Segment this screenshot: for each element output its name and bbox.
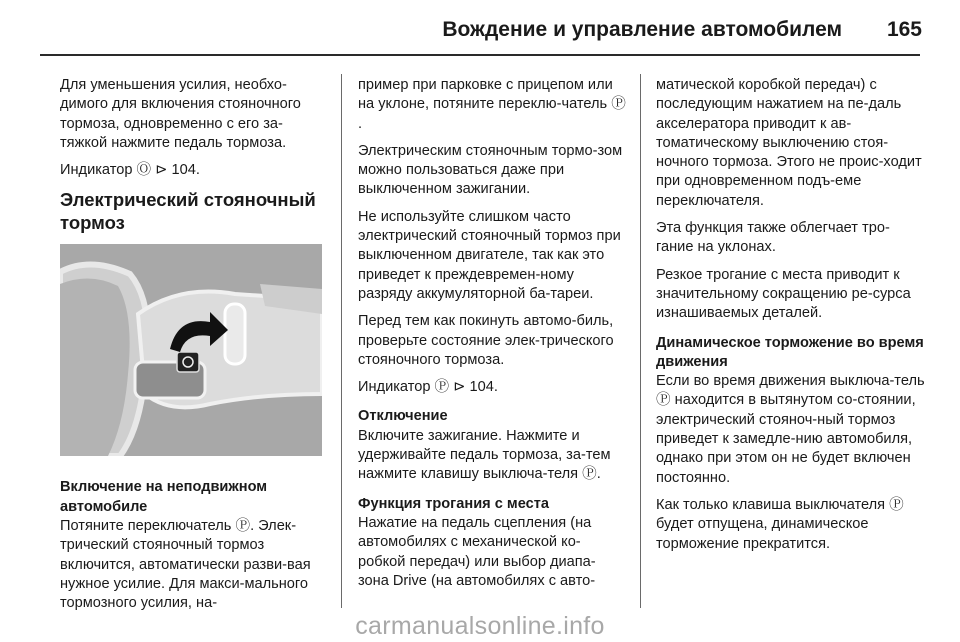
paragraph: Не используйте слишком часто электрический стояночный тормоз при выключенном двигателе, так как это приведет к преждевремен-ному разряду аккумуляторной ба-тареи.	[358, 208, 621, 302]
paragraph: Резкое трогание с места приводит к значительному сокращению ре-сурса изнашиваемых деталей.	[656, 266, 911, 322]
paragraph: Для уменьшения усилия, необхо-димого для включения стояночного тормоза, одновременно с его за-тяжкой нажмите педаль тормоза.	[60, 77, 301, 151]
parking-brake-switch-icon: Ⓟ	[656, 392, 671, 409]
parking-brake-switch-image	[60, 244, 322, 456]
chapter-title: Вождение и управление автомобилем	[442, 18, 842, 41]
paragraph: Индикатор Ⓞ ⊳ 104.	[60, 161, 325, 180]
paragraph: Перед тем как покинуть автомо-биль, проверьте состояние элек-трического стояночного тормоза.	[358, 313, 614, 368]
paragraph: Электрическим стояночным тормо-зом можно пользоваться даже при выключенном зажигании.	[358, 142, 623, 198]
page-number: 165	[886, 18, 922, 41]
parking-brake-switch-icon: Ⓟ	[582, 466, 597, 483]
subsection-heading: Включение на неподвижном автомобиле	[60, 479, 268, 515]
page-header	[0, 0, 960, 62]
subsection-heading: Отключение	[358, 408, 448, 425]
paragraph: Эта функция также облегчает тро-гание на уклонах.	[656, 220, 890, 256]
page-reference-arrow-icon: ⊳	[453, 379, 466, 396]
column-divider	[341, 74, 342, 608]
paragraph: Потяните переключатель Ⓟ. Элек-трический стояночный тормоз включится, автоматически разви-вая нужное усилие. Для макси-мального тормозного усилия, на-	[60, 518, 311, 612]
header-rule	[40, 54, 920, 56]
column-2	[358, 76, 626, 599]
parking-brake-switch-icon: Ⓟ	[889, 496, 904, 513]
page-reference-arrow-icon: ⊳	[155, 162, 168, 179]
parking-brake-switch-icon: Ⓟ	[235, 518, 251, 535]
paragraph: Нажатие на педаль сцепления (на автомобилях с механической ко-робкой передач) или выбор диапа-зона Drive (на автомобилях с авто-	[358, 514, 596, 589]
parking-brake-indicator-icon: Ⓞ	[136, 162, 152, 179]
paragraph: пример при парковке с прицепом или на уклоне, потяните переклю-чатель Ⓟ.	[358, 77, 626, 132]
subsection-heading: Функция трогания с места	[358, 495, 550, 512]
column-3	[656, 76, 926, 562]
paragraph: Индикатор Ⓟ ⊳ 104.	[358, 378, 626, 397]
parking-brake-indicator-icon: Ⓟ	[434, 379, 450, 396]
paragraph: Если во время движения выключа-тель Ⓟ находится в вытянутом со-стоянии, электрический стояноч-ный тормоз приведет к замедле-нию автомобиля, однако при этом он не будет включен постоянно.	[656, 373, 925, 486]
column-divider	[640, 74, 641, 608]
parking-brake-switch-icon: Ⓟ	[611, 96, 626, 113]
section-heading: Электрический стояночный тормоз	[60, 189, 316, 234]
paragraph: Как только клавиша выключателя Ⓟ будет отпущена, динамическое торможение прекратится.	[656, 496, 904, 552]
subsection-heading: Динамическое торможение во время движения	[656, 334, 924, 370]
paragraph: матической коробкой передач) с последующим нажатием на пе-даль акселератора приводит к ав-томатическому выключению стоя-ночного тормоза. Этого не проис-ходит при одновременном подъ-еме переключателя.	[656, 77, 922, 209]
watermark-footer[interactable]: carmanualsonline.info	[355, 612, 605, 640]
column-1	[60, 76, 325, 622]
paragraph: Включите зажигание. Нажмите и удерживайте педаль тормоза, за-тем нажмите клавишу выключа-теля Ⓟ.	[358, 427, 626, 485]
